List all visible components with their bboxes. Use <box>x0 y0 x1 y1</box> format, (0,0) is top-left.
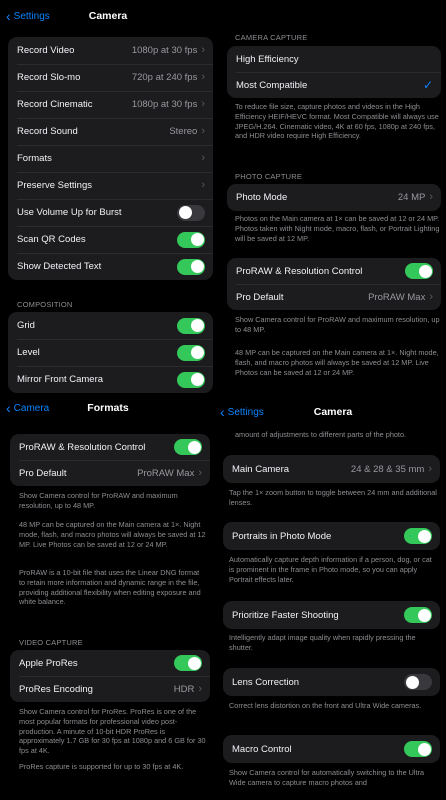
settings-row-proraw-and-resolution-control[interactable] <box>227 258 441 284</box>
row-label: Pro Default <box>236 291 284 303</box>
page-title: Formats <box>87 402 129 414</box>
macro-control-description: Show Camera control for automatically switching to the Ultra Wide camera to capture macro photos and <box>229 768 425 787</box>
prores-support-note: ProRes capture is supported for up to 30 fps at 4K. <box>19 762 184 771</box>
toggle-switch[interactable] <box>177 232 205 248</box>
toggle-switch[interactable] <box>177 259 205 275</box>
toggle-knob <box>191 233 204 246</box>
toggle-switch[interactable] <box>404 528 432 544</box>
toggle-knob <box>191 260 204 273</box>
chevron-right-icon: › <box>201 71 205 83</box>
row-value: 720p at 240 fps <box>131 72 198 83</box>
row-label: Lens Correction <box>232 676 300 688</box>
row-label: Photo Mode <box>236 192 288 203</box>
row-value: ProRAW Max <box>368 291 426 303</box>
toggle-switch[interactable] <box>404 674 432 690</box>
row-label: Level <box>17 347 40 358</box>
camera-capture-description: To reduce file size, capture photos and videos in the High Efficiency HEIF/HEVC format. Most Compatible will always use JPEG/H.264. Cinematic video, 4K at 60 fps, 1080p at 240 fps, and HDR video require High Efficiency. <box>235 102 439 141</box>
row-label: Scan QR Codes <box>17 234 86 245</box>
portraits-description: Automatically capture depth information if a person, dog, or cat is prominent in the frame in Photo mode, so you can apply Portrait effects later. <box>229 555 432 584</box>
settings-row-proraw-and-resolution-control[interactable] <box>10 434 210 460</box>
row-label: Formats <box>17 153 52 164</box>
settings-row-record-slo-mo[interactable] <box>8 64 213 91</box>
section-header-camera-capture: CAMERA CAPTURE <box>235 33 308 42</box>
row-value: 1080p at 30 fps <box>131 99 198 110</box>
settings-row-apple-prores[interactable] <box>10 650 210 676</box>
toggle-knob <box>188 441 201 454</box>
settings-row-prores-encoding[interactable] <box>10 676 210 702</box>
chevron-right-icon: › <box>428 462 432 475</box>
back-label: Settings <box>13 10 50 22</box>
camera-capture-panel <box>220 0 446 400</box>
row-label: Apple ProRes <box>19 657 78 669</box>
navigation-bar <box>0 400 216 416</box>
settings-row-record-sound[interactable] <box>8 118 213 145</box>
faster-shooting-group <box>223 601 440 629</box>
chevron-left-icon: ‹ <box>6 8 11 24</box>
settings-row-grid[interactable] <box>8 312 213 339</box>
formats-panel <box>0 400 216 800</box>
navigation-bar <box>0 0 216 32</box>
chevron-right-icon: › <box>201 179 205 191</box>
settings-row-portraits-in-photo-mode[interactable] <box>223 522 440 550</box>
row-label: Record Cinematic <box>17 99 93 110</box>
row-label: Mirror Front Camera <box>17 374 104 385</box>
row-value: HDR <box>173 683 195 695</box>
row-label: Grid <box>17 320 35 331</box>
lens-correction-description: Correct lens distortion on the front and Ultra Wide cameras. <box>229 701 422 710</box>
toggle-switch[interactable] <box>177 345 205 361</box>
settings-row-mirror-front-camera[interactable] <box>8 366 213 393</box>
row-label: Use Volume Up for Burst <box>17 207 122 218</box>
chevron-right-icon: › <box>201 152 205 164</box>
row-label: Record Video <box>17 45 75 56</box>
settings-row-record-video[interactable] <box>8 37 213 64</box>
settings-row-preserve-settings[interactable] <box>8 172 213 199</box>
section-header-composition: COMPOSITION <box>17 300 73 309</box>
toggle-switch[interactable] <box>177 372 205 388</box>
toggle-switch[interactable] <box>404 607 432 623</box>
settings-row-photo-mode[interactable] <box>227 184 441 211</box>
settings-row-pro-default[interactable] <box>227 284 441 310</box>
row-label: Pro Default <box>19 467 67 479</box>
portraits-group <box>223 522 440 550</box>
row-label: Main Camera <box>232 463 290 475</box>
proraw-description: Show Camera control for ProRAW and maximum resolution, up to 48 MP. <box>235 315 440 334</box>
settings-row-scan-qr-codes[interactable] <box>8 226 213 253</box>
toggle-knob <box>406 676 419 689</box>
camera-capture-group <box>227 46 441 98</box>
chevron-right-icon: › <box>429 191 433 203</box>
toggle-switch[interactable] <box>177 205 205 221</box>
camera-settings-panel <box>0 0 216 400</box>
resolution-description: 48 MP can be captured on the Main camera at 1×. Night mode, flash, and macro photos will always be saved at 12 MP. Live Photos can be saved at 12 or 24 MP. <box>19 520 206 549</box>
row-label: Preserve Settings <box>17 180 92 191</box>
chevron-right-icon: › <box>201 98 205 110</box>
photo-mode-description: Photos on the Main camera at 1× can be saved at 12 or 24 MP. Photos taken with Night mode, macro, flash, or Portrait Lighting will be saved at 12 MP. <box>235 214 440 243</box>
section-header-photo-capture: PHOTO CAPTURE <box>235 172 303 181</box>
lens-correction-group <box>223 668 440 696</box>
video-capture-group <box>10 650 210 702</box>
toggle-switch[interactable] <box>177 318 205 334</box>
toggle-knob <box>418 743 431 756</box>
settings-row-record-cinematic[interactable] <box>8 91 213 118</box>
toggle-knob <box>191 373 204 386</box>
row-label: Record Slo-mo <box>17 72 81 83</box>
back-label: Settings <box>227 406 264 418</box>
main-camera-description: Tap the 1× zoom button to toggle between 24 mm and additional lenses. <box>229 488 437 507</box>
row-label: Show Detected Text <box>17 261 102 272</box>
composition-group <box>8 312 213 393</box>
settings-row-main-camera[interactable] <box>223 455 440 483</box>
row-label: Macro Control <box>232 743 292 755</box>
toggle-knob <box>418 609 431 622</box>
chevron-right-icon: › <box>198 682 202 695</box>
chevron-right-icon: › <box>201 44 205 56</box>
settings-group <box>8 37 213 280</box>
proraw-group <box>227 258 441 310</box>
settings-row-prioritize-faster-shooting[interactable] <box>223 601 440 629</box>
macro-control-group <box>223 735 440 763</box>
settings-row-macro-control[interactable] <box>223 735 440 763</box>
settings-row-lens-correction[interactable] <box>223 668 440 696</box>
row-label: Prioritize Faster Shooting <box>232 609 339 621</box>
row-label: Record Sound <box>17 126 78 137</box>
chevron-left-icon: ‹ <box>6 400 11 416</box>
back-label: Camera <box>13 402 50 414</box>
page-title: Camera <box>88 10 128 22</box>
chevron-left-icon: ‹ <box>220 404 225 420</box>
settings-row-show-detected-text[interactable] <box>8 253 213 280</box>
settings-row-use-volume-up-for-burst[interactable] <box>8 199 213 226</box>
faster-shooting-description: Intelligently adapt image quality when rapidly pressing the shutter. <box>229 633 416 652</box>
toggle-knob <box>188 657 201 670</box>
page-title: Camera <box>313 406 353 418</box>
toggle-switch[interactable] <box>174 439 202 455</box>
toggle-knob <box>418 530 431 543</box>
settings-row-high-efficiency[interactable] <box>227 46 441 72</box>
row-value: Stereo <box>169 126 198 137</box>
chevron-right-icon: › <box>429 290 433 303</box>
chevron-right-icon: › <box>201 125 205 137</box>
settings-row-most-compatible[interactable] <box>227 72 441 98</box>
row-label: ProRAW & Resolution Control <box>19 441 146 453</box>
toggle-switch[interactable] <box>405 263 433 279</box>
navigation-bar <box>220 400 446 422</box>
row-value: 1080p at 30 fps <box>131 45 198 56</box>
settings-row-formats[interactable] <box>8 145 213 172</box>
checkmark-icon: ✓ <box>422 78 433 92</box>
row-label: ProRAW & Resolution Control <box>236 265 363 277</box>
toggle-switch[interactable] <box>404 741 432 757</box>
section-header-video-capture: VIDEO CAPTURE <box>19 638 83 647</box>
toggle-switch[interactable] <box>174 655 202 671</box>
toggle-knob <box>419 265 432 278</box>
row-label: Most Compatible <box>236 79 308 91</box>
row-label: High Efficiency <box>236 53 299 65</box>
row-value: 24 MP <box>397 192 426 203</box>
main-camera-group <box>223 455 440 483</box>
settings-row-pro-default[interactable] <box>10 460 210 486</box>
row-value: ProRAW Max <box>137 467 195 479</box>
row-value: 24 & 28 & 35 mm <box>350 463 425 475</box>
proraw-description: Show Camera control for ProRAW and maximum resolution, up to 48 MP. <box>19 491 178 510</box>
toggle-knob <box>191 319 204 332</box>
row-label: Portraits in Photo Mode <box>232 530 332 542</box>
camera-lenses-panel <box>220 400 446 800</box>
photographic-styles-description: amount of adjustments to different parts of the photo. <box>235 430 407 439</box>
settings-row-level[interactable] <box>8 339 213 366</box>
toggle-knob <box>179 206 192 219</box>
row-label: ProRes Encoding <box>19 683 93 695</box>
resolution-description: 48 MP can be captured on the Main camera at 1×. Night mode, flash, and macro photos will always be saved at 12 MP. Live Photos can be saved at 12 or 24 MP. <box>235 348 439 377</box>
chevron-right-icon: › <box>198 466 202 479</box>
prores-description: Show Camera control for ProRes. ProRes is one of the most popular formats for professional video post-production. A minute of 10-bit HDR ProRes is approximately 1.7 GB for 30 fps at 1080p and 6 GB for 30 fps at 4K. <box>19 707 206 756</box>
toggle-knob <box>191 346 204 359</box>
photo-capture-group <box>227 184 441 211</box>
proraw-group <box>10 434 210 486</box>
proraw-format-description: ProRAW is a 10-bit file that uses the Linear DNG format to retain more information and dynamic range in the file, providing additional flexibility when editing exposure and white balance. <box>19 568 201 607</box>
